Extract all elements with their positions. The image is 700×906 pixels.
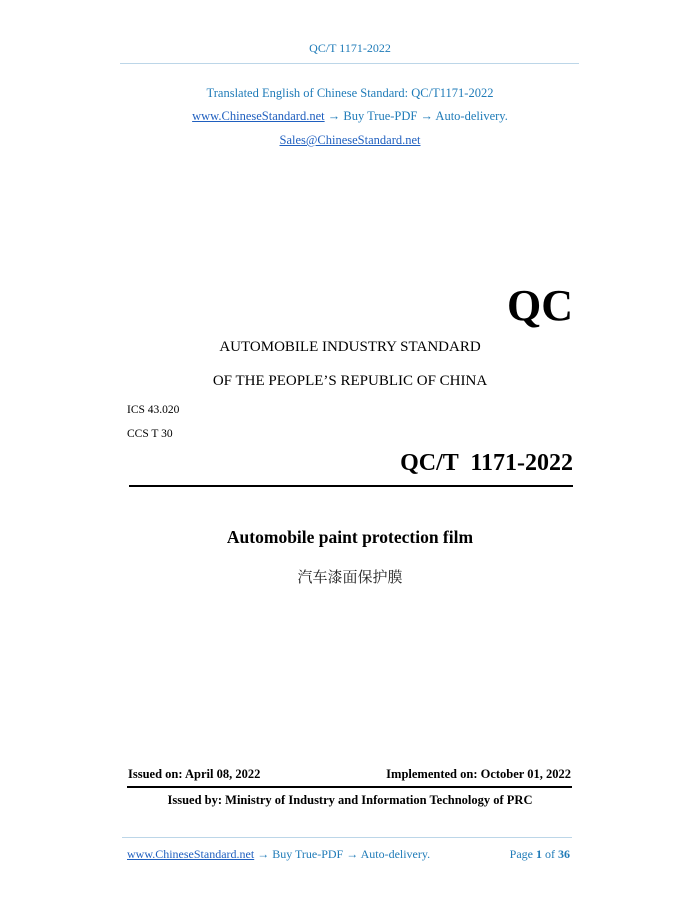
page-current: 1: [536, 847, 542, 861]
title-rule: [129, 485, 573, 487]
page-label: Page: [509, 847, 533, 861]
translation-notice: Translated English of Chinese Standard: QC/T1171-2022: [206, 86, 494, 100]
standard-number: QC/T 1171-2022: [400, 450, 573, 476]
ccs-code: CCS T 30: [127, 428, 173, 440]
page-total: 36: [558, 847, 570, 861]
site-link[interactable]: www.ChineseStandard.net: [192, 109, 325, 123]
page-indicator: [510, 847, 570, 862]
qc-mark: QC: [507, 281, 573, 330]
email-link[interactable]: Sales@ChineseStandard.net: [279, 133, 421, 147]
implemented-date: Implemented on: October 01, 2022: [386, 767, 571, 781]
issuer-rule: [127, 786, 572, 788]
standard-type-line2: OF THE PEOPLE’S REPUBLIC OF CHINA: [212, 373, 488, 389]
page-of: of: [545, 847, 555, 861]
issuer: Issued by: Ministry of Industry and Information Technology of PRC: [167, 793, 533, 807]
ics-code: ICS 43.020: [127, 404, 180, 416]
footer-site-link[interactable]: www.ChineseStandard.net: [127, 847, 255, 861]
standard-type-line1: AUTOMOBILE INDUSTRY STANDARD: [219, 339, 481, 355]
header-rule: [120, 63, 579, 64]
issued-date: Issued on: April 08, 2022: [128, 767, 261, 781]
document-title: Automobile paint protection film: [226, 527, 474, 547]
footer-rule: [122, 837, 572, 838]
footer-purchase-line: [127, 847, 430, 862]
running-header: QC/T 1171-2022: [309, 41, 391, 55]
footer-purchase-text: → Buy True-PDF → Auto-delivery.: [254, 847, 431, 861]
purchase-line: [0, 109, 700, 124]
email-line: [0, 133, 700, 148]
purchase-text: → Buy True-PDF → Auto-delivery.: [324, 109, 508, 123]
document-title-chinese: 汽车漆面保护膜: [297, 568, 403, 586]
